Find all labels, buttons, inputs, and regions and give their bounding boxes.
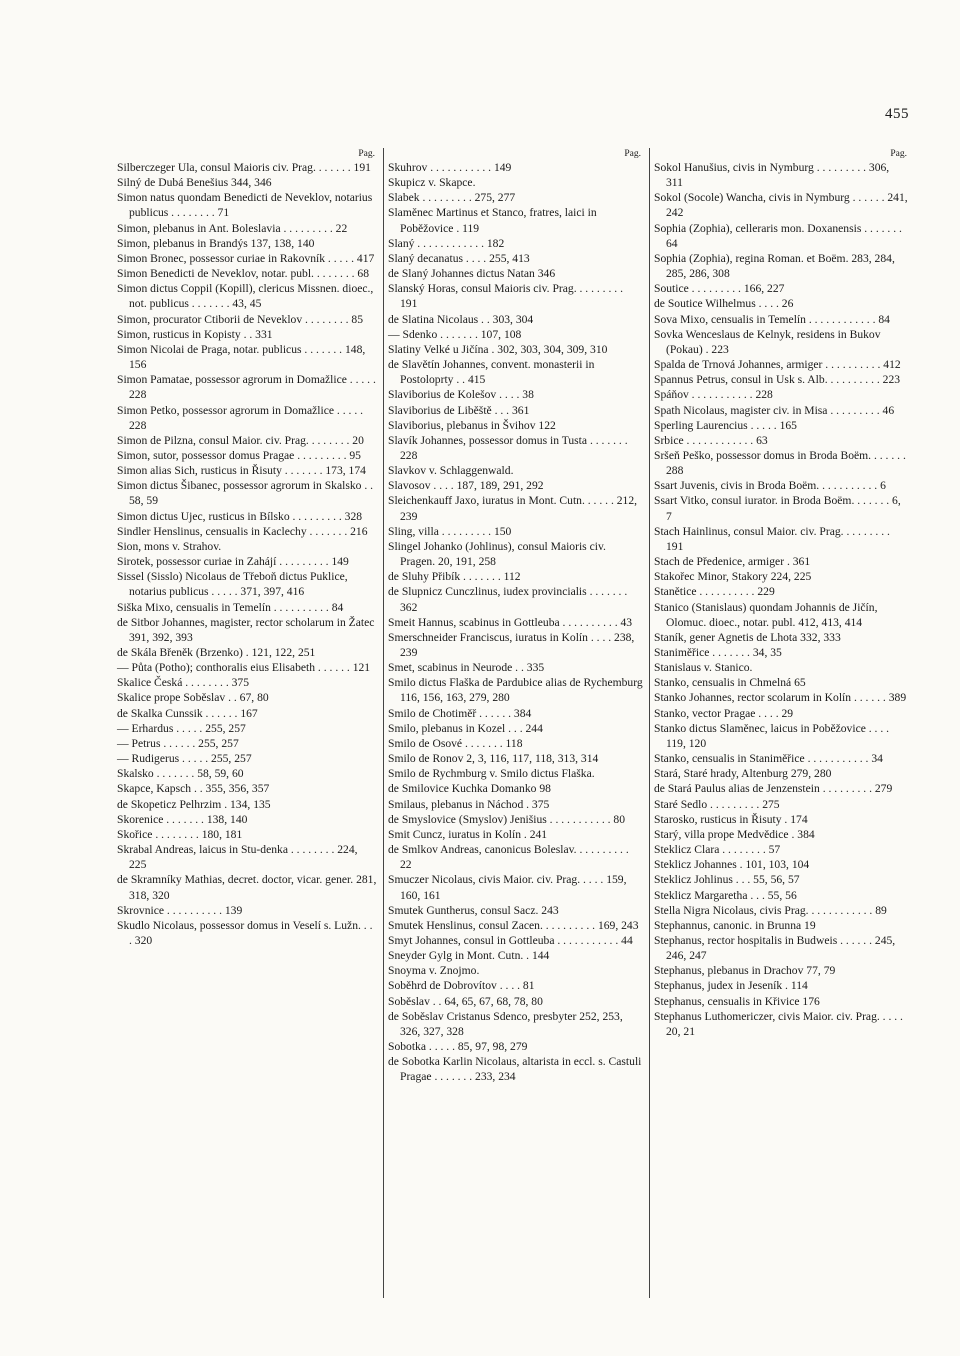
index-entry: de Skalka Cunssik . . . . . . 167	[117, 706, 258, 720]
index-entry: — Erhardus . . . . . 255, 257	[117, 721, 246, 735]
index-entry: Simon, rusticus in Kopisty . . 331	[117, 327, 273, 341]
index-entry: Smutek Henslinus, consul Zacen. . . . . . . . . . 169, 243	[388, 918, 639, 932]
page-number: 455	[885, 106, 909, 122]
index-entry: Stanko, vector Pragae . . . . 29	[654, 706, 794, 720]
index-entry: Simon Bronec, possessor curiae in Rakovník . . . . . 417	[117, 251, 375, 265]
index-entry: Sissel (Sisslo) Nicolaus de Třeboň dictus Puklice, notarius publicus . . . . . 371, 397, 416	[117, 570, 348, 599]
index-entry: Sršeň Peško, possessor domus in Broda Boëm. . . . . . . 288	[654, 448, 906, 478]
index-entry: Sokol Hanušius, civis in Nymburg . . . . . . . . . 306, 311	[654, 161, 890, 190]
index-entry: Spáňov . . . . . . . . . . . 228	[654, 388, 773, 402]
index-entry: Starý, villa prope Medvědice . 384	[654, 827, 815, 841]
index-entry: de Skála Břeněk (Brzenko) . 121, 122, 251	[117, 646, 316, 659]
index-entry: Sneyder Gylg in Mont. Cutn. . 144	[388, 949, 550, 963]
index-entry: Staniměřice . . . . . . . 34, 35	[654, 646, 782, 659]
index-entry: de Sobotka Karlin Nicolaus, altarista in eccl. s. Castuli Pragae . . . . . . . 233, 234	[388, 1055, 642, 1084]
index-entry: de Slatina Nicolaus . . 303, 304	[388, 312, 534, 326]
index-entry: Stephanus Luthomericzer, civis Maior. civ. Prag. . . . . 20, 21	[654, 1009, 903, 1038]
index-entry: Skorenice . . . . . . . 138, 140	[117, 812, 248, 826]
column-header: Pag.	[624, 149, 641, 159]
index-entry: Sindler Henslinus, censualis in Kaclechy . . . . . . . 216	[117, 524, 368, 538]
index-entry: Slingel Johanko (Johlinus), consul Maioris civ. Pragen. 20, 191, 258	[388, 539, 606, 569]
column-header: Pag.	[358, 149, 375, 159]
index-entry: Soutice . . . . . . . . . 166, 227	[654, 282, 785, 296]
index-entry: Stanico (Stanislaus) quondam Johannis de Jičín, Olomuc. dioec., notar. publ. 412, 413, 414	[654, 600, 878, 629]
index-entry: Stanko, censualis in Chmelná 65	[654, 676, 806, 690]
index-entry: de Soutice Wilhelmus . . . . 26	[654, 297, 794, 311]
index-entry: Slabek . . . . . . . . . 275, 277	[388, 191, 516, 205]
index-entry: Slaný decanatus . . . . 255, 413	[388, 251, 530, 265]
index-entry: Simon, plebanus in Brandýs 137, 138, 140	[117, 236, 315, 250]
index-columns	[117, 148, 915, 1298]
index-entry: Stephanus, censualis in Křivice 176	[654, 994, 820, 1008]
index-entry: Spath Nicolaus, magister civ. in Misa . . . . . . . . . 46	[654, 403, 895, 417]
index-entry: Stach Hainlinus, consul Maior. civ. Prag. . . . . . . . . 191	[654, 524, 890, 553]
index-entry: Smit Cuncz, iuratus in Kolín . 241	[388, 827, 548, 841]
index-entry: Smyt Johannes, consul in Gottleuba . . . . . . . . . . . 44	[388, 933, 633, 947]
index-entry: Stephanus, plebanus in Drachov 77, 79	[654, 964, 836, 978]
index-entry: Smilo dictus Flaška de Pardubice alias de Rychemburg 116, 156, 163, 279, 280	[388, 676, 643, 705]
index-entry: Silberczeger Ula, consul Maioris civ. Prag. . . . . . . 191	[117, 161, 371, 174]
index-entry: Smilo de Chotiměř . . . . . . 384	[388, 706, 532, 720]
index-entry: Steklicz Johannes . 101, 103, 104	[654, 858, 810, 872]
index-entry: Smilo de Rychmburg v. Smilo dictus Flaška.	[388, 767, 595, 781]
index-entry: Skuhrov . . . . . . . . . . . 149	[388, 161, 512, 174]
index-entry: Ssart Vitko, consul iurator. in Broda Boëm. . . . . . . 6, 7	[654, 494, 901, 523]
index-entry: Skalsko . . . . . . . 58, 59, 60	[117, 767, 244, 781]
index-entry: Spannus Petrus, consul in Usk s. Alb. . . . . . . . . . 223	[654, 373, 901, 387]
index-entry: de Skramníky Mathias, decret. doctor, vicar. gener. 281, 318, 320	[117, 873, 377, 902]
index-entry: Skupicz v. Skapce.	[388, 176, 476, 190]
index-entry: Smuczer Nicolaus, civis Maior. civ. Prag. . . . . 159, 160, 161	[388, 873, 627, 902]
index-entry: de Soběslav Cristanus Sdenco, presbyter 252, 253, 326, 327, 328	[388, 1009, 623, 1038]
index-entry: Sobotka . . . . . 85, 97, 98, 279	[388, 1040, 528, 1054]
index-entry: Smilo, plebanus in Kozel . . . 244	[388, 721, 543, 735]
index-entry: Skalice Česká . . . . . . . . 375	[117, 676, 250, 690]
index-entry: Stanko Johannes, rector scolarum in Kolín . . . . . . 389	[654, 691, 907, 705]
index-entry: Smutek Guntherus, consul Sacz. 243	[388, 903, 559, 917]
index-entry: Stella Nigra Nicolaus, civis Prag. . . . . . . . . . . . 89	[654, 903, 887, 917]
index-entry: Staré Sedlo . . . . . . . . . 275	[654, 797, 780, 811]
index-entry: Simon Nicolai de Praga, notar. publicus . . . . . . . 148, 156	[117, 342, 366, 372]
index-entry: Stanislaus v. Stanico.	[654, 661, 753, 675]
index-column-3	[649, 148, 915, 1298]
index-entry: — Petrus . . . . . . 255, 257	[117, 736, 239, 750]
index-entry: Sion, mons v. Strahov.	[117, 539, 222, 553]
index-entry: Simon, sutor, possessor domus Pragae . . . . . . . . . 95	[117, 448, 361, 462]
index-entry: Smeit Hannus, scabinus in Gottleuba . . . . . . . . . . 43	[388, 615, 633, 629]
index-entry: de Sluhy Přibík . . . . . . . 112	[388, 570, 521, 584]
index-entry: Stanko, censualis in Staniměřice . . . . . . . . . . . 34	[654, 752, 883, 766]
index-entry: de Slaný Johannes dictus Natan 346	[388, 267, 556, 281]
index-entry: Slavkov v. Schlaggenwald.	[388, 464, 514, 478]
index-entry: Ssart Juvenis, civis in Broda Boëm. . . . . . . . . . . 6	[654, 479, 886, 493]
index-entry: Smilo de Osové . . . . . . . 118	[388, 736, 523, 750]
index-entry: Starosko, rusticus in Řisuty . 174	[654, 812, 808, 826]
index-entry: Skalice prope Soběslav . . 67, 80	[117, 691, 269, 705]
index-entry: Simon de Pilzna, consul Maior. civ. Prag. . . . . . . . 20	[117, 433, 364, 447]
index-entry: Sophia (Zophia), regina Roman. et Boëm. 283, 284, 285, 286, 308	[654, 251, 895, 281]
index-entry: Steklicz Clara . . . . . . . . 57	[654, 843, 781, 857]
index-entry: Stach de Předenice, armiger . 361	[654, 555, 811, 569]
index-entry: Slanský Horas, consul Maioris civ. Prag. . . . . . . . . 191	[388, 282, 623, 311]
index-entry: Sleichenkauff Jaxo, iuratus in Mont. Cutn. . . . . . 212, 239	[388, 494, 638, 523]
index-entry: Stará, Staré hrady, Altenburg 279, 280	[654, 767, 832, 781]
index-entry: Srbice . . . . . . . . . . . . 63	[654, 433, 768, 447]
index-entry: de Slavětín Johannes, convent. monasterii in Postoloprty . . 415	[388, 358, 595, 387]
index-entry: de Sitbor Johannes, magister, rector scholarum in Žatec 391, 392, 393	[117, 615, 375, 644]
index-entry: Sling, villa . . . . . . . . . 150	[388, 524, 512, 538]
index-entry: Spalda de Trnová Johannes, armiger . . . . . . . . . . 412	[654, 358, 901, 372]
index-entry: Slavosov . . . . 187, 189, 291, 292	[388, 479, 544, 493]
index-entry: Slaný . . . . . . . . . . . . 182	[388, 236, 505, 250]
index-entry: Simon Benedicti de Neveklov, notar. publ. . . . . . . . 68	[117, 267, 370, 281]
index-entry: Siška Mixo, censualis in Temelín . . . . . . . . . . 84	[117, 600, 344, 614]
index-entry: Stakořec Minor, Stakory 224, 225	[654, 570, 812, 584]
index-entry: Snoyma v. Znojmo.	[388, 964, 480, 978]
index-entry: Smerschneider Franciscus, iuratus in Kolín . . . . 238, 239	[388, 630, 635, 659]
index-entry: Sirotek, possessor curiae in Zahájí . . . . . . . . . 149	[117, 555, 349, 569]
index-entry: Steklicz Margaretha . . . 55, 56	[654, 888, 797, 902]
index-entry: Simon dictus Šibanec, possessor agrorum in Skalsko . . 58, 59	[117, 479, 374, 508]
index-entry: Steklicz Johlinus . . . 55, 56, 57	[654, 873, 800, 887]
index-entry: Slaviborius, plebanus in Švihov 122	[388, 418, 556, 432]
index-entry: Simon Pamatae, possessor agrorum in Domažlice . . . . . 228	[117, 373, 376, 402]
index-entry: de Slupnicz Cunczlinus, iudex provincialis . . . . . . . 362	[388, 585, 628, 614]
index-entry: Skrovnice . . . . . . . . . . 139	[117, 903, 243, 917]
column-header: Pag.	[890, 149, 907, 159]
index-entry: — Sdenko . . . . . . . 107, 108	[388, 327, 522, 341]
index-entry: Stephanus, rector hospitalis in Budweis . . . . . . 245, 246, 247	[654, 933, 896, 963]
index-entry: Slaměnec Martinus et Stanco, fratres, laici in Poběžovice . 119	[388, 206, 597, 235]
index-entry: de Skopeticz Pelhrzim . 134, 135	[117, 797, 271, 811]
index-entry: Simon alias Sich, rusticus in Řisuty . . . . . . . 173, 174	[117, 464, 366, 478]
index-entry: Stanko dictus Slaměnec, laicus in Poběžovice . . . . 119, 120	[654, 721, 890, 750]
index-entry: — Rudigerus . . . . . 255, 257	[117, 752, 252, 766]
index-entry: — Půta (Potho); conthoralis eius Elisabeth . . . . . . 121	[117, 661, 371, 675]
index-entry: de Smilovice Kuchka Domanko 98	[388, 782, 551, 796]
index-entry: Simon dictus Ujec, rusticus in Bílsko . . . . . . . . . 328	[117, 509, 363, 523]
index-entry: Sperling Laurencius . . . . . 165	[654, 418, 797, 432]
index-entry: de Smyslovice (Smyslov) Jenišius . . . . . . . . . . . 80	[388, 812, 626, 826]
index-entry: Simon Petko, possessor agrorum in Domažlice . . . . . 228	[117, 403, 364, 432]
index-entry: Sophia (Zophia), celleraris mon. Doxanensis . . . . . . . 64	[654, 221, 902, 250]
index-entry: de Stará Paulus alias de Jenzenstein . . . . . . . . . 279	[654, 782, 893, 796]
index-entry: Soběhrd de Dobrovítov . . . . 81	[388, 979, 535, 993]
index-entry: Simon natus quondam Benedicti de Neveklov, notarius publicus . . . . . . . . 71	[117, 191, 373, 220]
index-entry: de Smlkov Andreas, canonicus Boleslav. . . . . . . . . . 22	[388, 843, 629, 872]
index-entry: Simon dictus Coppil (Kopill), clericus Missnen. dioec., not. publicus . . . . . . . 43, 45	[117, 282, 374, 311]
index-entry: Skudlo Nicolaus, possessor domus in Veselí s. Lužn. . . . 320	[117, 918, 373, 947]
index-entry: Smet, scabinus in Neurode . . 335	[388, 661, 545, 675]
index-entry: Simon, procurator Ctiborii de Neveklov . . . . . . . . 85	[117, 312, 364, 326]
index-entry: Slaviborius de Kolešov . . . . 38	[388, 388, 534, 402]
index-entry: Skořice . . . . . . . . 180, 181	[117, 827, 243, 841]
index-entry: Smilo de Ronov 2, 3, 116, 117, 118, 313, 314	[388, 752, 599, 766]
index-entry: Soběslav . . 64, 65, 67, 68, 78, 80	[388, 994, 543, 1008]
index-entry: Smilaus, plebanus in Náchod . 375	[388, 797, 550, 811]
index-entry: Skrabal Andreas, laicus in Stu-denka . . . . . . . . 224, 225	[117, 843, 358, 872]
index-entry: Staník, gener Agnetis de Lhota 332, 333	[654, 630, 841, 644]
index-entry: Slaviborius de Liběště . . . 361	[388, 403, 530, 417]
index-entry: Sokol (Socole) Wancha, civis in Nymburg . . . . . . 241, 242	[654, 191, 908, 220]
index-entry: Slatiny Velké u Jičína . 302, 303, 304, 309, 310	[388, 342, 608, 356]
index-column-2	[383, 148, 649, 1298]
index-entry: Sova Mixo, censualis in Temelín . . . . . . . . . . . . 84	[654, 312, 890, 326]
index-entry: Slavík Johannes, possessor domus in Tusta . . . . . . . 228	[388, 433, 628, 462]
index-entry: Silný de Dubá Benešius 344, 346	[117, 176, 272, 190]
index-entry: Stephanus, judex in Jeseník . 114	[654, 979, 808, 993]
index-entry: Simon, plebanus in Ant. Boleslavia . . . . . . . . . 22	[117, 221, 348, 235]
index-entry: Stanětice . . . . . . . . . . 229	[654, 585, 775, 599]
index-entry: Skapce, Kapsch . . 355, 356, 357	[117, 782, 270, 796]
index-column-1	[117, 148, 383, 1298]
index-entry: Sovka Wenceslaus de Kelnyk, residens in Bukov (Pokau) . 223	[654, 327, 881, 356]
index-entry: Stephannus, canonic. in Brunna 19	[654, 918, 816, 932]
